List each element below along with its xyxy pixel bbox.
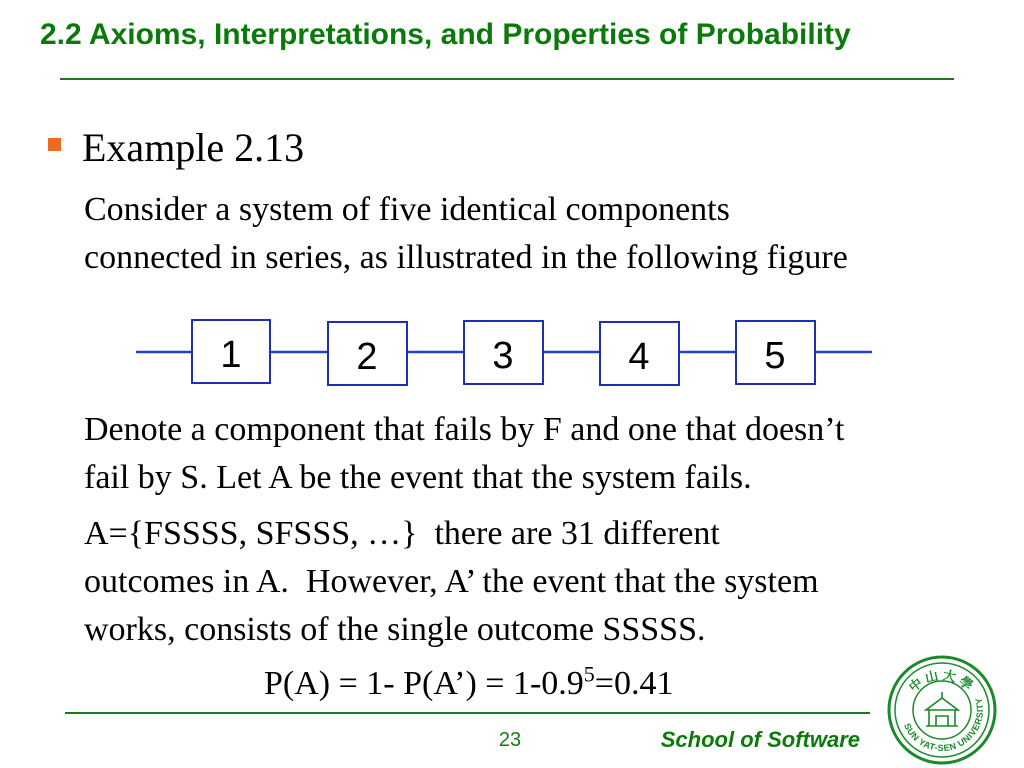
page-number: 23 xyxy=(498,729,522,751)
paragraph-intro-line-1: Consider a system of five identical components xyxy=(84,191,730,228)
paragraph-definition-line-1: Denote a component that fails by F and one that doesn’t xyxy=(84,411,845,448)
component-4 xyxy=(600,322,679,385)
component-label: 1 xyxy=(220,334,242,376)
component-label: 2 xyxy=(356,336,378,378)
paragraph-outcomes-line-2: outcomes in A. However, A’ the event that the system xyxy=(84,563,819,600)
logo-ring-text: SUN YAT-SEN UNIVERSITY xyxy=(901,696,986,754)
formula-prefix: P(A) = 1- P(A’) = 1-0.9 xyxy=(264,665,584,702)
formula-exponent: 5 xyxy=(583,661,595,687)
slide-title: 2.2 Axioms, Interpretations, and Properties of Probability xyxy=(40,18,851,51)
component-label: 4 xyxy=(628,336,650,378)
university-logo-icon xyxy=(886,654,998,766)
series-diagram xyxy=(130,312,880,392)
component-5 xyxy=(736,321,815,384)
paragraph-definition xyxy=(84,406,844,502)
paragraph-outcomes-line-1: A={FSSSS, SFSSS, …} there are 31 different xyxy=(84,515,720,552)
component-3 xyxy=(464,321,543,384)
paragraph-outcomes-line-3: works, consists of the single outcome SSSSS. xyxy=(84,611,706,648)
paragraph-intro-line-2: connected in series, as illustrated in the following figure xyxy=(84,239,848,276)
example-heading: Example 2.13 xyxy=(82,125,305,170)
school-name: School of Software xyxy=(660,727,860,752)
bullet-square-icon xyxy=(48,138,61,151)
footer-divider xyxy=(65,712,870,714)
component-label: 3 xyxy=(492,335,514,377)
probability-formula xyxy=(264,661,674,703)
formula-suffix: =0.41 xyxy=(594,665,674,702)
component-label: 5 xyxy=(764,335,786,377)
paragraph-outcomes xyxy=(84,510,819,654)
component-2 xyxy=(328,322,407,385)
logo-top-text: 中山大學 xyxy=(906,668,978,696)
component-1 xyxy=(192,320,270,383)
paragraph-definition-line-2: fail by S. Let A be the event that the system fails. xyxy=(84,459,752,496)
title-divider xyxy=(60,78,954,80)
paragraph-intro xyxy=(84,186,848,282)
